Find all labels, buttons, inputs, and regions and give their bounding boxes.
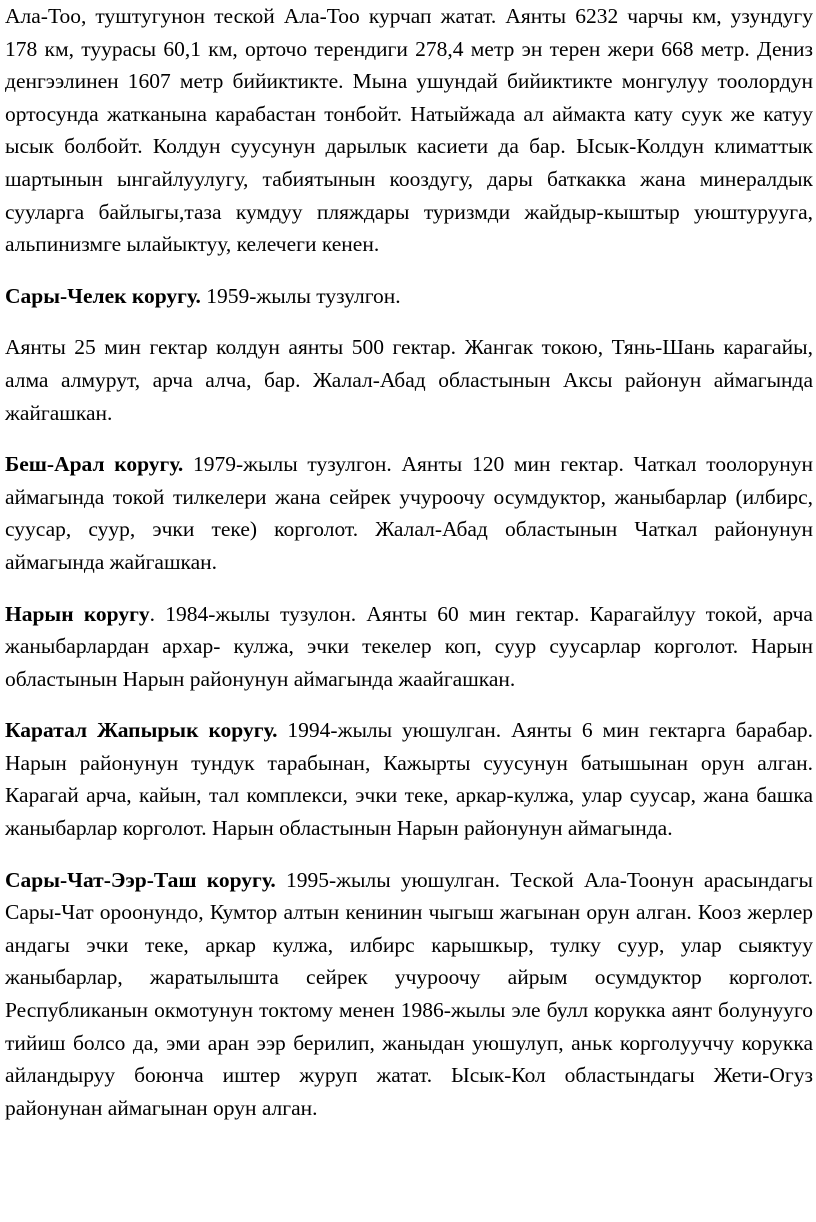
section-text: . 1984-жылы тузулон. Аянты 60 мин гектар. Карагайлуу токой, арча жаныбарлардан архар- кулжа, эчки текелер коп, суур суусарлар корголот. Нарын областынын Нарын районунун аймагында жаайгашкан.: [5, 601, 813, 691]
section-text: 1995-жылы уюшулган. Теской Ала-Тоонун арасындагы Сары-Чат ороонундо, Кумтор алтын кенинин чыгыш жагынан орун алган. Кооз жерлер андагы эчки теке, аркар кулжа, илбирс карышкыр, тулку суур, улар сыяктуу жаныбарлар, жаратылышта сейрек учуроочу айрым осумдуктор корголот. Республиканын окмотунун токтому менен 1986-жылы эле булл корукка аянт болунууго тийиш болсо да, эми аран ээр берилип, жаныдан уюшулуп, аньк корголууччу корукка айландыруу боюнча иштер журуп жатат. Ысык-Кол областындагы Жети-Огуз районунан аймагынан орун алган.: [5, 867, 813, 1120]
section-sary-chelek: [5, 280, 813, 313]
section-text: 1994-жылы уюшулган. Аянты 6 мин гектарга барабар. Нарын районунун тундук тарабынан, Кажырты суусунун батышынан орун алган. Карагай арча, кайын, тал комплекси, эчки теке, аркар-кулжа, улар суусар, жана башка жаныбарлар корголот. Нарын областынын Нарын районунун аймагында.: [5, 718, 814, 841]
section-text: 1979-жылы тузулгон. Аянты 120 мин гектар. Чаткал тоолорунун аймагында токой тилкелери жана сейрек учуроочу осумдуктор, жаныбарлар (илбирс, суусар, суур, эчки теке) корголот. Жалал-Абад областынын Чаткал районунун аймагында жайгашкан.: [5, 452, 813, 574]
section-text: Аянты 25 мин гектар колдун аянты 500 гектар. Жангак токою, Тянь-Шань карагайы, алма алмурут, арча алча, бар. Жалал-Абад областынын Аксы районун аймагында жайгашкан.: [5, 335, 813, 425]
section-sary-chat-eer-tash: [5, 864, 813, 1125]
section-title: Сары-Чат-Ээр-Таш коругу.: [5, 867, 276, 892]
section-besh-aral: [5, 448, 813, 578]
section-text: 1959-жылы тузулгон.: [200, 283, 401, 308]
section-title: Каратал Жапырык коругу.: [5, 718, 278, 743]
section-title: Беш-Арал коругу.: [5, 452, 184, 477]
section-title: Нарын коругу: [5, 601, 150, 626]
section-title: Сары-Челек коругу.: [5, 283, 201, 308]
section-naryn: [5, 598, 813, 696]
intro-paragraph: Ала-Тоо, туштугунон теской Ала-Тоо курчап жатат. Аянты 6232 чарчы км, узундугу 178 км, туурасы 60,1 км, орточо терендиги 278,4 метр эн терен жери 668 метр. Дениз денгээлинен 1607 метр бийиктикте. Мына ушундай бийиктикте монгулуу тоолордун ортосунда жатканына карабастан тонбойт. Натыйжада ал аймакта кату суук же катуу ысык болбойт. Колдун суусунун дарылык касиети да бар. Ысык-Колдун климаттык шартынын ынгайлуулугу, табиятынын кооздугу, дары баткакка жана минералдык сууларга байлыгы,таза кумдуу пляждары туризмди жайдыр-кыштыр уюштурууга, альпинизмге ылайыктуу, келечеги кенен.: [5, 4, 813, 257]
document-page: [5, 0, 813, 1143]
section-sary-chelek-details: [5, 331, 813, 429]
section-karatal-japyryk: [5, 714, 813, 844]
